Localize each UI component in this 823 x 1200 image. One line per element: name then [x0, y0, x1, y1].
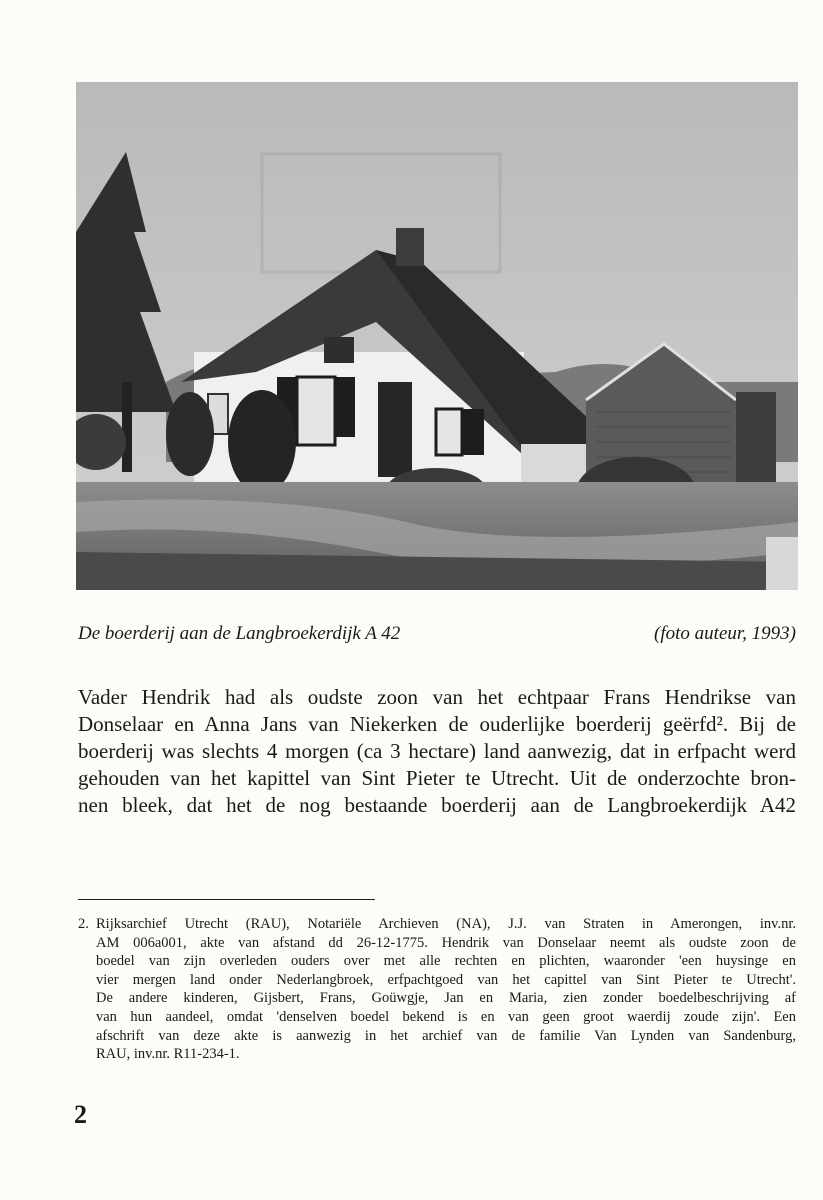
footnote-number: 2. [78, 916, 89, 932]
body-line: boerderij was slechts 4 morgen (ca 3 hectare) land aanwezig, dat in erfpacht werd [78, 739, 796, 763]
caption-title: De boerderij aan de Langbroekerdijk A 42 [78, 623, 401, 644]
footnote-line: AM 006a001, akte van afstand dd 26-12-1775. Hendrik van Donselaar neemt als oudste zoon de [96, 934, 796, 951]
footnote-line: RAU, inv.nr. R11-234-1. [96, 1046, 240, 1063]
footnote-line: afschrift van deze akte is aanwezig in het archief van de familie Van Lynden van Sandenburg, [96, 1027, 796, 1044]
body-line: nen bleek, dat het de nog bestaande boerderij aan de Langbroekerdijk A42 [78, 793, 796, 817]
body-line: Donselaar en Anna Jans van Niekerken de ouderlijke boerderij geërfd². Bij de [78, 712, 796, 736]
body-paragraph [78, 684, 796, 819]
footnote-line [78, 915, 796, 934]
footnote-line: De andere kinderen, Gijsbert, Frans, Goüwgje, Jan en Maria, zien zonder boedelbeschrijving af [96, 990, 796, 1007]
farmhouse-photo [76, 82, 798, 590]
caption-credit: (foto auteur, 1993) [654, 623, 796, 644]
body-line: gehouden van het kapittel van Sint Pieter te Utrecht. Uit de onderzochte bron- [78, 766, 796, 790]
footnote [78, 915, 796, 1064]
footnote-line: vier mergen land onder Nederlangbroek, erfpachtgoed van het capittel van Sint Pieter te Utrecht'. [96, 971, 796, 988]
page-number: 2 [74, 1100, 87, 1129]
footnote-divider [78, 899, 375, 900]
footnote-line: boedel van zijn overleden ouders over met alle rechten en plichten, waaronder 'een huysinge en [96, 953, 796, 970]
farmhouse-photo-image [76, 82, 798, 590]
footnote-line-text: Rijksarchief Utrecht (RAU), Notariële Archieven (NA), J.J. van Straten in Amerongen, inv.nr. [96, 916, 796, 932]
body-line: Vader Hendrik had als oudste zoon van het echtpaar Frans Hendrikse van [78, 685, 796, 709]
footnote-line: van hun aandeel, omdat 'denselven boedel bekend is en van geen groot waerdij zoude zijn'. Een [96, 1008, 796, 1025]
